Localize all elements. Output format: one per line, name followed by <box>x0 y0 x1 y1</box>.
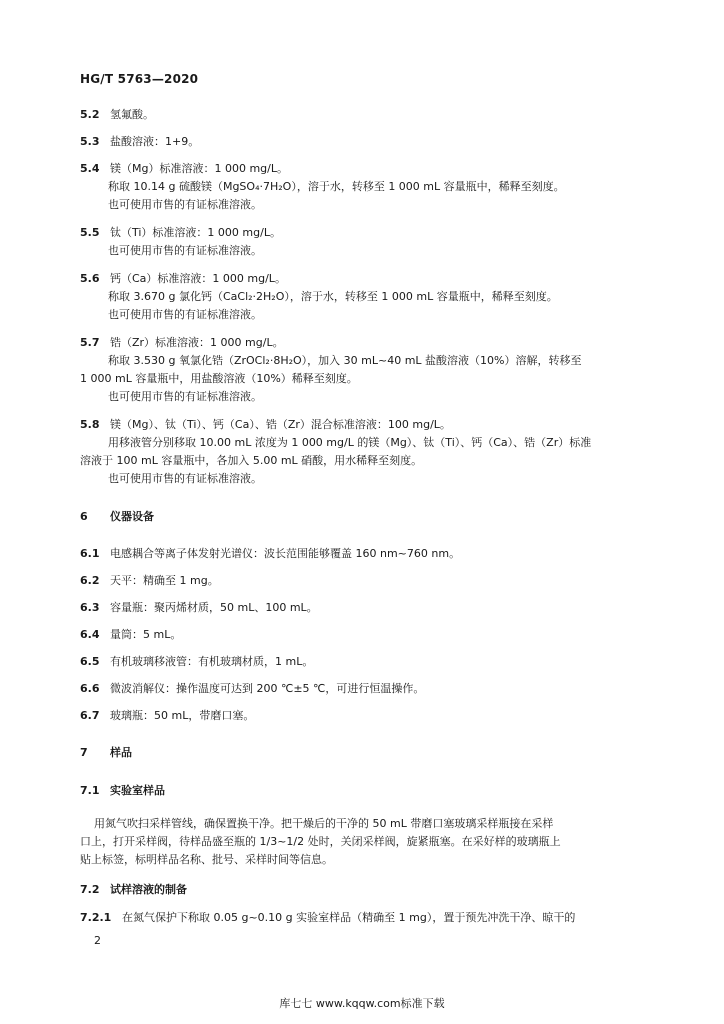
clause-5-3: 5.3 盐酸溶液：1+9。 <box>80 135 200 148</box>
clause-5-8: 5.8 镁（Mg）、钛（Ti）、钙（Ca）、锆（Zr）混合标准溶液：100 mg/L。 <box>80 418 451 431</box>
clause-5-6: 5.6 钙（Ca）标准溶液：1 000 mg/L。 <box>80 272 286 285</box>
section-7-2-heading: 7.2 试样溶液的制备 <box>80 883 187 896</box>
clause-text: 称取 3.530 g 氧氯化锆（ZrOCl₂·8H₂O），加入 30 mL~40 mL 盐酸溶液（10%）溶解，转移至 <box>108 354 582 367</box>
clause-5-4: 5.4 镁（Mg）标准溶液：1 000 mg/L。 <box>80 162 288 175</box>
footer-watermark: 库七七 www.kqqw.com标准下载 <box>279 997 445 1010</box>
clause-text: 称取 3.670 g 氯化钙（CaCl₂·2H₂O），溶于水，转移至 1 000 mL 容量瓶中，稀释至刻度。 <box>108 290 558 303</box>
clause-6-4: 6.4 量筒：5 mL。 <box>80 628 182 641</box>
clause-text: 也可使用市售的有证标准溶液。 <box>108 244 262 257</box>
clause-5-2: 5.2 氢氟酸。 <box>80 108 154 121</box>
clause-text: 用氮气吹扫采样管线，确保置换干净。把干燥后的干净的 50 mL 带磨口塞玻璃采样瓶接在采样 <box>94 817 554 830</box>
section-7-1-heading: 7.1 实验室样品 <box>80 784 165 797</box>
clause-text: 溶液于 100 mL 容量瓶中，各加入 5.00 mL 硝酸，用水稀释至刻度。 <box>80 454 423 467</box>
document-id: HG/T 5763—2020 <box>80 72 199 86</box>
clause-6-7: 6.7 玻璃瓶：50 mL，带磨口塞。 <box>80 709 255 722</box>
clause-6-6: 6.6 微波消解仪：操作温度可达到 200 ℃±5 ℃，可进行恒温操作。 <box>80 682 425 695</box>
clause-5-7: 5.7 锆（Zr）标准溶液：1 000 mg/L。 <box>80 336 284 349</box>
clause-6-5: 6.5 有机玻璃移液管：有机玻璃材质，1 mL。 <box>80 655 314 668</box>
clause-text: 也可使用市售的有证标准溶液。 <box>108 472 262 485</box>
clause-text: 称取 10.14 g 硫酸镁（MgSO₄·7H₂O），溶于水，转移至 1 000 mL 容量瓶中，稀释至刻度。 <box>108 180 565 193</box>
clause-6-3: 6.3 容量瓶：聚丙烯材质，50 mL、100 mL。 <box>80 601 318 614</box>
clause-text: 也可使用市售的有证标准溶液。 <box>108 390 262 403</box>
clause-7-2-1: 7.2.1 在氮气保护下称取 0.05 g~0.10 g 实验室样品（精确至 1 mg），置于预先冲洗干净、晾干的 <box>80 911 576 924</box>
clause-6-2: 6.2 天平：精确至 1 mg。 <box>80 574 219 587</box>
clause-text: 也可使用市售的有证标准溶液。 <box>108 308 262 321</box>
clause-text: 用移液管分别移取 10.00 mL 浓度为 1 000 mg/L 的镁（Mg）、钛（Ti）、钙（Ca）、锆（Zr）标准 <box>108 436 592 449</box>
section-6-heading: 6 仪器设备 <box>80 510 154 523</box>
section-7-heading: 7 样品 <box>80 746 132 759</box>
clause-5-5: 5.5 钛（Ti）标准溶液：1 000 mg/L。 <box>80 226 281 239</box>
clause-text: 贴上标签，标明样品名称、批号、采样时间等信息。 <box>80 853 333 866</box>
clause-text: 口上，打开采样阀，待样品盛至瓶的 1/3~1/2 处时，关闭采样阀，旋紧瓶塞。在采好样的玻璃瓶上 <box>80 835 561 848</box>
clause-text: 1 000 mL 容量瓶中，用盐酸溶液（10%）稀释至刻度。 <box>80 372 358 385</box>
clause-text: 也可使用市售的有证标准溶液。 <box>108 198 262 211</box>
clause-6-1: 6.1 电感耦合等离子体发射光谱仪：波长范围能够覆盖 160 nm~760 nm。 <box>80 547 461 560</box>
page-number: 2 <box>94 934 101 947</box>
